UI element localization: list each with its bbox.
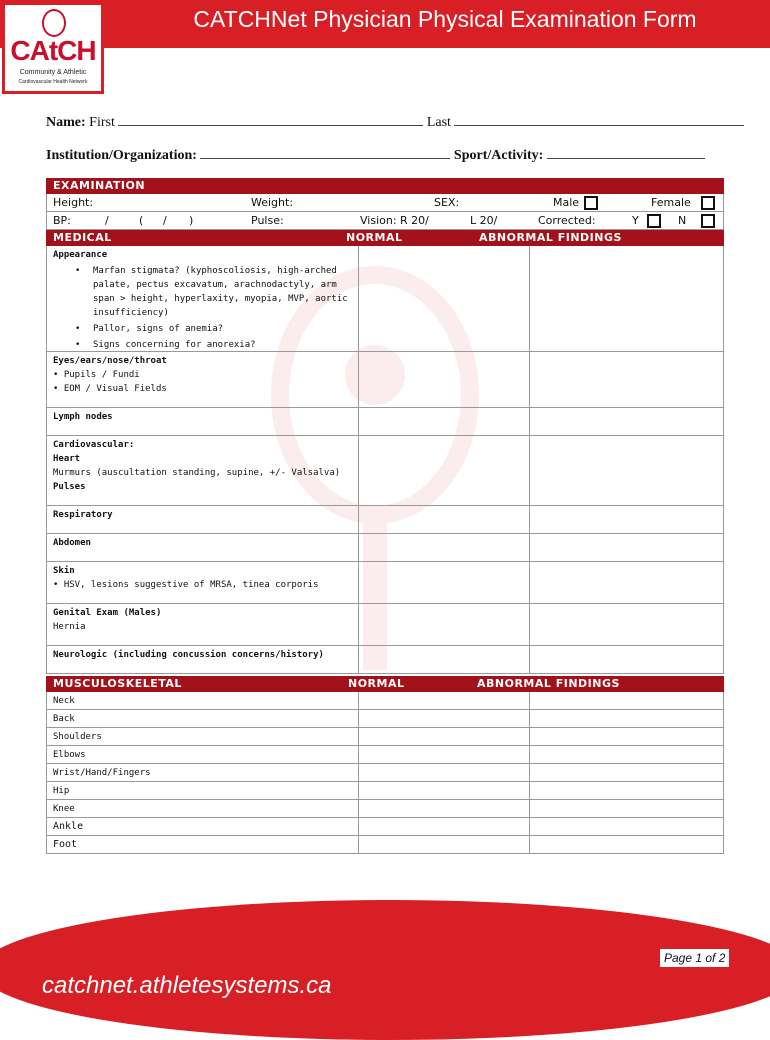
msk-title: MUSCULOSKELETAL xyxy=(53,677,182,690)
skin-normal-cell[interactable] xyxy=(359,562,530,603)
institution-label: Institution/Organization: xyxy=(46,148,197,163)
medical-header xyxy=(46,230,724,246)
cardio-label: Cardiovascular: xyxy=(53,440,135,450)
examination-title: EXAMINATION xyxy=(53,179,146,192)
skin-label: Skin xyxy=(53,566,75,576)
logo-tagline: Cardiovascular Health Network xyxy=(18,79,88,85)
weight-label: Weight: xyxy=(251,196,294,209)
corrected-no-checkbox[interactable] xyxy=(701,214,715,228)
pulse-label: Pulse: xyxy=(251,214,284,227)
back-label: Back xyxy=(47,710,359,727)
cardio-row xyxy=(47,436,723,506)
foot-normal-cell[interactable] xyxy=(359,836,530,853)
name-label: Name: xyxy=(46,115,86,130)
exam-form xyxy=(46,178,724,854)
examination-header xyxy=(46,178,724,194)
bp-paren-open: ( xyxy=(139,214,144,227)
name-row xyxy=(46,113,744,131)
respiratory-abnormal-cell[interactable] xyxy=(529,506,723,533)
neuro-row xyxy=(47,646,723,674)
last-name-field[interactable] xyxy=(454,113,744,126)
elbows-normal-cell[interactable] xyxy=(359,746,530,763)
msk-header xyxy=(46,676,724,692)
height-label: Height: xyxy=(53,196,94,209)
logo-subtitle: Community & Athletic xyxy=(19,69,87,76)
genital-normal-cell[interactable] xyxy=(359,604,530,645)
pupils-item: • Pupils / Fundi xyxy=(53,370,140,380)
appearance-label: Appearance xyxy=(53,250,108,260)
page-number: Page 1 of 2 xyxy=(660,949,729,967)
table-row xyxy=(47,836,723,854)
abdomen-label: Abdomen xyxy=(47,534,359,561)
shoulders-abnormal-cell[interactable] xyxy=(529,728,723,745)
shoulders-normal-cell[interactable] xyxy=(359,728,530,745)
first-name-field[interactable] xyxy=(118,113,423,126)
table-row xyxy=(47,692,723,710)
skin-item: • HSV, lesions suggestive of MRSA, tinea corporis xyxy=(53,580,319,590)
male-label: Male xyxy=(553,196,580,209)
male-checkbox[interactable] xyxy=(584,196,598,210)
cardio-normal-cell[interactable] xyxy=(359,436,530,505)
murmurs-label: Murmurs (auscultation standing, supine, +/- Valsalva) xyxy=(53,468,341,478)
catch-logo xyxy=(2,2,104,94)
neuro-abnormal-cell[interactable] xyxy=(529,646,723,673)
corrected-label: Corrected: xyxy=(538,214,596,227)
eyes-abnormal-cell[interactable] xyxy=(529,352,723,407)
table-row xyxy=(47,782,723,800)
bp-paren-close: ) xyxy=(189,214,194,227)
genital-row xyxy=(47,604,723,646)
elbows-label: Elbows xyxy=(47,746,359,763)
back-normal-cell[interactable] xyxy=(359,710,530,727)
knee-label: Knee xyxy=(47,800,359,817)
footer-swoosh xyxy=(0,900,770,1040)
appearance-abnormal-cell[interactable] xyxy=(529,246,723,351)
vision-left-label: L 20/ xyxy=(470,214,498,227)
bp-label: BP: xyxy=(53,214,71,227)
corrected-yes-label: Y xyxy=(632,214,639,227)
respiratory-row xyxy=(47,506,723,534)
wrist-abnormal-cell[interactable] xyxy=(529,764,723,781)
respiratory-normal-cell[interactable] xyxy=(359,506,530,533)
table-row xyxy=(47,728,723,746)
hip-abnormal-cell[interactable] xyxy=(529,782,723,799)
footer-url[interactable]: catchnet.athletesystems.ca xyxy=(42,972,332,999)
ankle-label: Ankle xyxy=(47,818,359,835)
page-title: CATCHNet Physician Physical Examination Form xyxy=(193,6,697,32)
medical-title: MEDICAL xyxy=(53,231,112,244)
genital-abnormal-cell[interactable] xyxy=(529,604,723,645)
lymph-abnormal-cell[interactable] xyxy=(529,408,723,435)
cardio-abnormal-cell[interactable] xyxy=(529,436,723,505)
hip-normal-cell[interactable] xyxy=(359,782,530,799)
appearance-normal-cell[interactable] xyxy=(359,246,530,351)
marfan-item: • Marfan stigmata? (kyphoscoliosis, high-arched palate, pectus excavatum, arachnodactyly, arm span > height, hyperlaxity, myopia, MVP, aortic insufficiency) xyxy=(53,264,352,320)
lymph-label: Lymph nodes xyxy=(47,408,359,435)
sport-field[interactable] xyxy=(547,146,705,159)
appearance-row xyxy=(47,246,723,352)
bp-slash-2: / xyxy=(163,214,167,227)
medical-normal-heading: NORMAL xyxy=(346,231,403,244)
back-abnormal-cell[interactable] xyxy=(529,710,723,727)
table-row xyxy=(47,800,723,818)
eyes-row xyxy=(47,352,723,408)
vision-label: Vision: R 20/ xyxy=(360,214,429,227)
foot-abnormal-cell[interactable] xyxy=(529,836,723,853)
lymph-normal-cell[interactable] xyxy=(359,408,530,435)
msk-normal-heading: NORMAL xyxy=(348,677,405,690)
respiratory-label: Respiratory xyxy=(47,506,359,533)
racket-icon xyxy=(42,9,66,37)
institution-field[interactable] xyxy=(200,146,450,159)
medical-abnormal-heading: ABNORMAL FINDINGS xyxy=(479,231,622,244)
abdomen-abnormal-cell[interactable] xyxy=(529,534,723,561)
logo-text: CAtCH xyxy=(10,35,96,66)
sex-label: SEX: xyxy=(434,196,460,209)
ankle-normal-cell[interactable] xyxy=(359,818,530,835)
hip-label: Hip xyxy=(47,782,359,799)
msk-table xyxy=(46,692,724,854)
table-row xyxy=(47,764,723,782)
skin-row xyxy=(47,562,723,604)
female-checkbox[interactable] xyxy=(701,196,715,210)
knee-normal-cell[interactable] xyxy=(359,800,530,817)
pallor-item: • Pallor, signs of anemia? xyxy=(53,322,352,336)
neck-normal-cell[interactable] xyxy=(359,692,530,709)
neck-label: Neck xyxy=(47,692,359,709)
female-label: Female xyxy=(651,196,691,209)
genital-label: Genital Exam (Males) xyxy=(53,608,162,618)
table-row xyxy=(47,818,723,836)
knee-abnormal-cell[interactable] xyxy=(529,800,723,817)
first-label: First xyxy=(89,115,115,130)
exam-row-2 xyxy=(47,212,723,230)
heart-label: Heart xyxy=(53,454,81,464)
pulses-label: Pulses xyxy=(53,482,86,492)
msk-abnormal-heading: ABNORMAL FINDINGS xyxy=(477,677,620,690)
neuro-normal-cell[interactable] xyxy=(359,646,530,673)
abdomen-normal-cell[interactable] xyxy=(359,534,530,561)
last-label: Last xyxy=(426,115,451,130)
neuro-label: Neurologic (including concussion concerns/history) xyxy=(47,646,359,673)
corrected-no-label: N xyxy=(678,214,687,227)
skin-abnormal-cell[interactable] xyxy=(529,562,723,603)
wrist-normal-cell[interactable] xyxy=(359,764,530,781)
abdomen-row xyxy=(47,534,723,562)
neck-abnormal-cell[interactable] xyxy=(529,692,723,709)
table-row xyxy=(47,746,723,764)
institution-row xyxy=(46,146,705,164)
hernia-label: Hernia xyxy=(53,622,86,632)
lymph-row xyxy=(47,408,723,436)
ankle-abnormal-cell[interactable] xyxy=(529,818,723,835)
corrected-yes-checkbox[interactable] xyxy=(647,214,661,228)
exam-row-1 xyxy=(47,194,723,212)
eyes-normal-cell[interactable] xyxy=(359,352,530,407)
elbows-abnormal-cell[interactable] xyxy=(529,746,723,763)
table-row xyxy=(47,710,723,728)
shoulders-label: Shoulders xyxy=(47,728,359,745)
foot-label: Foot xyxy=(47,836,359,853)
eyes-label: Eyes/ears/nose/throat xyxy=(53,356,167,366)
anorexia-item: • Signs concerning for anorexia? xyxy=(53,338,352,352)
eom-item: • EOM / Visual Fields xyxy=(53,384,167,394)
wrist-label: Wrist/Hand/Fingers xyxy=(47,764,359,781)
sport-label: Sport/Activity: xyxy=(453,148,544,163)
bp-slash: / xyxy=(105,214,109,227)
